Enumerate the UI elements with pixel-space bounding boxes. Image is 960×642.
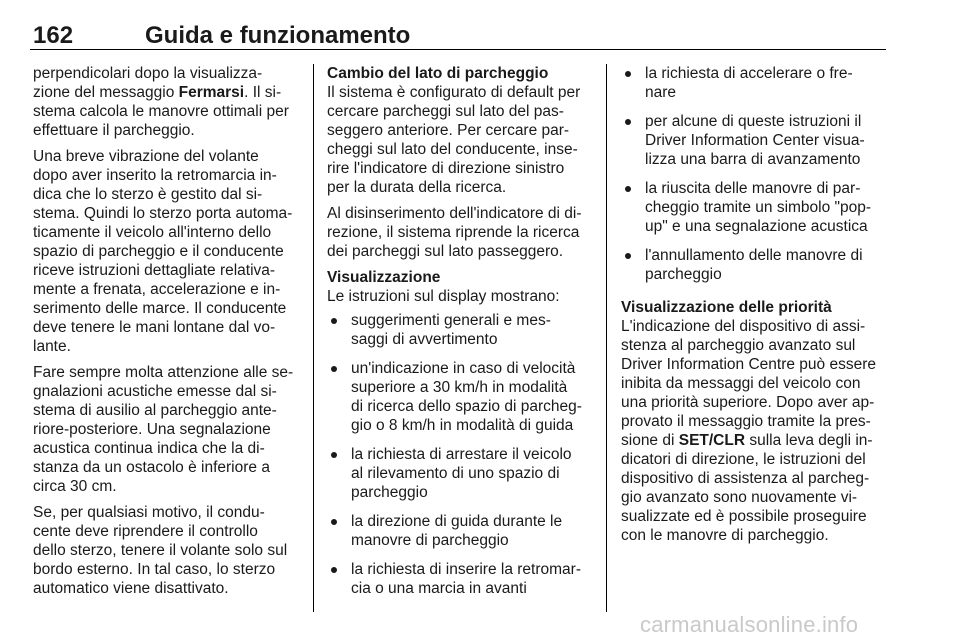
text-line: L'indicazione del dispositivo di assi- (621, 318, 866, 335)
header-rule (30, 49, 886, 50)
text-line: sualizzate ed è possibile proseguire (621, 508, 867, 525)
text-line: al rilevamento di uno spazio di (351, 465, 560, 482)
text-line: saggi di avvertimento (351, 331, 498, 348)
paragraph (33, 64, 301, 140)
text-line: la direzione di guida durante le (351, 513, 563, 530)
bullet-item (621, 179, 889, 236)
text-line: dello sterzo, tenere il volante solo sul (33, 542, 288, 559)
running-title: Guida e funzionamento (145, 22, 411, 49)
bullet-list (621, 64, 889, 284)
column-2 (327, 64, 595, 608)
text-line: la riuscita delle manovre di par- (645, 180, 861, 197)
section-heading: Cambio del lato di parcheggio (327, 65, 549, 82)
column-divider (606, 64, 607, 612)
column-3 (621, 64, 889, 552)
text-line: la richiesta di inserire la retromar- (351, 561, 581, 578)
text-line: riore-posteriore. Una segnalazione (33, 421, 271, 438)
text-line: stema calcola le manovre ottimali per (33, 103, 289, 120)
bold-term: Fermarsi (178, 84, 245, 101)
text-line: cheggi sul lato del conducente, inse- (327, 141, 578, 158)
text-line: automatico viene disattivato. (33, 580, 229, 597)
bullet-item (621, 64, 889, 102)
text-line: Driver Information Center visua- (645, 132, 865, 149)
section-heading: Visualizzazione delle priorità (621, 299, 832, 316)
text-line: Se, per qualsiasi motivo, il condu- (33, 504, 265, 521)
text-line: dica che lo sterzo è gestito dal si- (33, 186, 263, 203)
text-line: zione del messaggio Fermarsi. Il si- (33, 84, 282, 101)
text-line: up" e una segnalazione acustica (645, 218, 868, 235)
paragraph (33, 363, 301, 496)
bold-term: SET/CLR (678, 432, 746, 449)
text-line: dei parcheggi sul lato passeggero. (327, 243, 564, 260)
paragraph (621, 317, 889, 545)
text-line: Fare sempre molta attenzione alle se- (33, 364, 294, 381)
text-line: sione di SET/CLR sulla leva degli in- (621, 432, 873, 449)
text-line: gnalazioni acustiche emesse dal si- (33, 383, 277, 400)
text-line: la richiesta di arrestare il veicolo (351, 446, 572, 463)
text-line: seggero anteriore. Per cercare par- (327, 122, 570, 139)
text-line: Una breve vibrazione del volante (33, 148, 259, 165)
paragraph (327, 204, 595, 261)
text-line: cente deve riprendere il controllo (33, 523, 258, 540)
text-line: la richiesta di accelerare o fre- (645, 65, 853, 82)
text-line: provato il messaggio tramite la pres- (621, 413, 871, 430)
text-line: cheggio tramite un simbolo "pop- (645, 199, 872, 216)
section-heading: Visualizzazione (327, 269, 441, 286)
text-line: inibita da messaggi del veicolo con (621, 375, 861, 392)
text-line: parcheggio (351, 484, 428, 501)
paragraph (327, 83, 595, 197)
text-line: ticamente il veicolo all'interno dello (33, 224, 272, 241)
text-line: manovre di parcheggio (351, 532, 509, 549)
bullet-item (327, 311, 595, 349)
text-line: stema. Quindi lo sterzo porta automa- (33, 205, 293, 222)
paragraph (33, 503, 301, 598)
bullet-item (621, 246, 889, 284)
bullet-item (327, 445, 595, 502)
text-line: stema di ausilio al parcheggio ante- (33, 402, 277, 419)
text-line: parcheggio (645, 266, 722, 283)
page-number: 162 (33, 22, 74, 49)
text-line: lante. (33, 338, 71, 355)
text-line: Il sistema è configurato di default per (327, 84, 581, 101)
text-line: Le istruzioni sul display mostrano: (327, 288, 560, 305)
text-line: circa 30 cm. (33, 478, 117, 495)
text-line: spazio di parcheggio e il conducente (33, 243, 284, 260)
text-line: gio o 8 km/h in modalità di guida (351, 417, 574, 434)
text-line: una priorità superiore. Dopo aver ap- (621, 394, 875, 411)
text-line: Al disinserimento dell'indicatore di di- (327, 205, 582, 222)
text-line: dispositivo di assistenza al parcheg- (621, 470, 870, 487)
text-line: con le manovre di parcheggio. (621, 527, 829, 544)
text-line: stenza al parcheggio avanzato sul (621, 337, 856, 354)
paragraph (33, 147, 301, 356)
text-line: cia o una marcia in avanti (351, 580, 527, 597)
text-line: Driver Information Centre può essere (621, 356, 877, 373)
text-line: per alcune di queste istruzioni il (645, 113, 862, 130)
text-line: deve tenere le mani lontane dal vo- (33, 319, 276, 336)
text-line: acustica continua indica che la di- (33, 440, 265, 457)
page-header (30, 22, 886, 52)
text-line: gio avanzato sono nuovamente vi- (621, 489, 858, 506)
text-line: nare (645, 84, 677, 101)
bullet-item (327, 359, 595, 435)
text-line: dicatori di direzione, le istruzioni del (621, 451, 866, 468)
text-line: rezione, il sistema riprende la ricerca (327, 224, 580, 241)
watermark: carmanualsonline.info (640, 612, 859, 637)
text-line: lizza una barra di avanzamento (645, 151, 861, 168)
text-line: un'indicazione in caso di velocità (351, 360, 576, 377)
text-line: bordo esterno. In tal caso, lo sterzo (33, 561, 276, 578)
text-line: mente a frenata, accelerazione e in- (33, 281, 281, 298)
text-line: di ricerca dello spazio di parcheg- (351, 398, 582, 415)
bullet-item (327, 512, 595, 550)
text-line: perpendicolari dopo la visualizza- (33, 65, 263, 82)
text-line: effettuare il parcheggio. (33, 122, 195, 139)
bullet-item (621, 112, 889, 169)
text-line: superiore a 30 km/h in modalità (351, 379, 568, 396)
bullet-list (327, 311, 595, 598)
text-line: stanza da un ostacolo è inferiore a (33, 459, 270, 476)
text-line: l'annullamento delle manovre di (645, 247, 863, 264)
column-divider (313, 64, 314, 612)
text-line: dopo aver inserito la retromarcia in- (33, 167, 277, 184)
text-line: cercare parcheggi sul lato del pas- (327, 103, 564, 120)
paragraph (327, 287, 595, 306)
text-line: per la durata della ricerca. (327, 179, 507, 196)
text-line: riceve istruzioni dettagliate relativa- (33, 262, 276, 279)
bullet-item (327, 560, 595, 598)
text-line: serimento delle marce. Il conducente (33, 300, 287, 317)
column-1 (33, 64, 301, 605)
text-line: suggerimenti generali e mes- (351, 312, 551, 329)
text-line: rire l'indicatore di direzione sinistro (327, 160, 565, 177)
